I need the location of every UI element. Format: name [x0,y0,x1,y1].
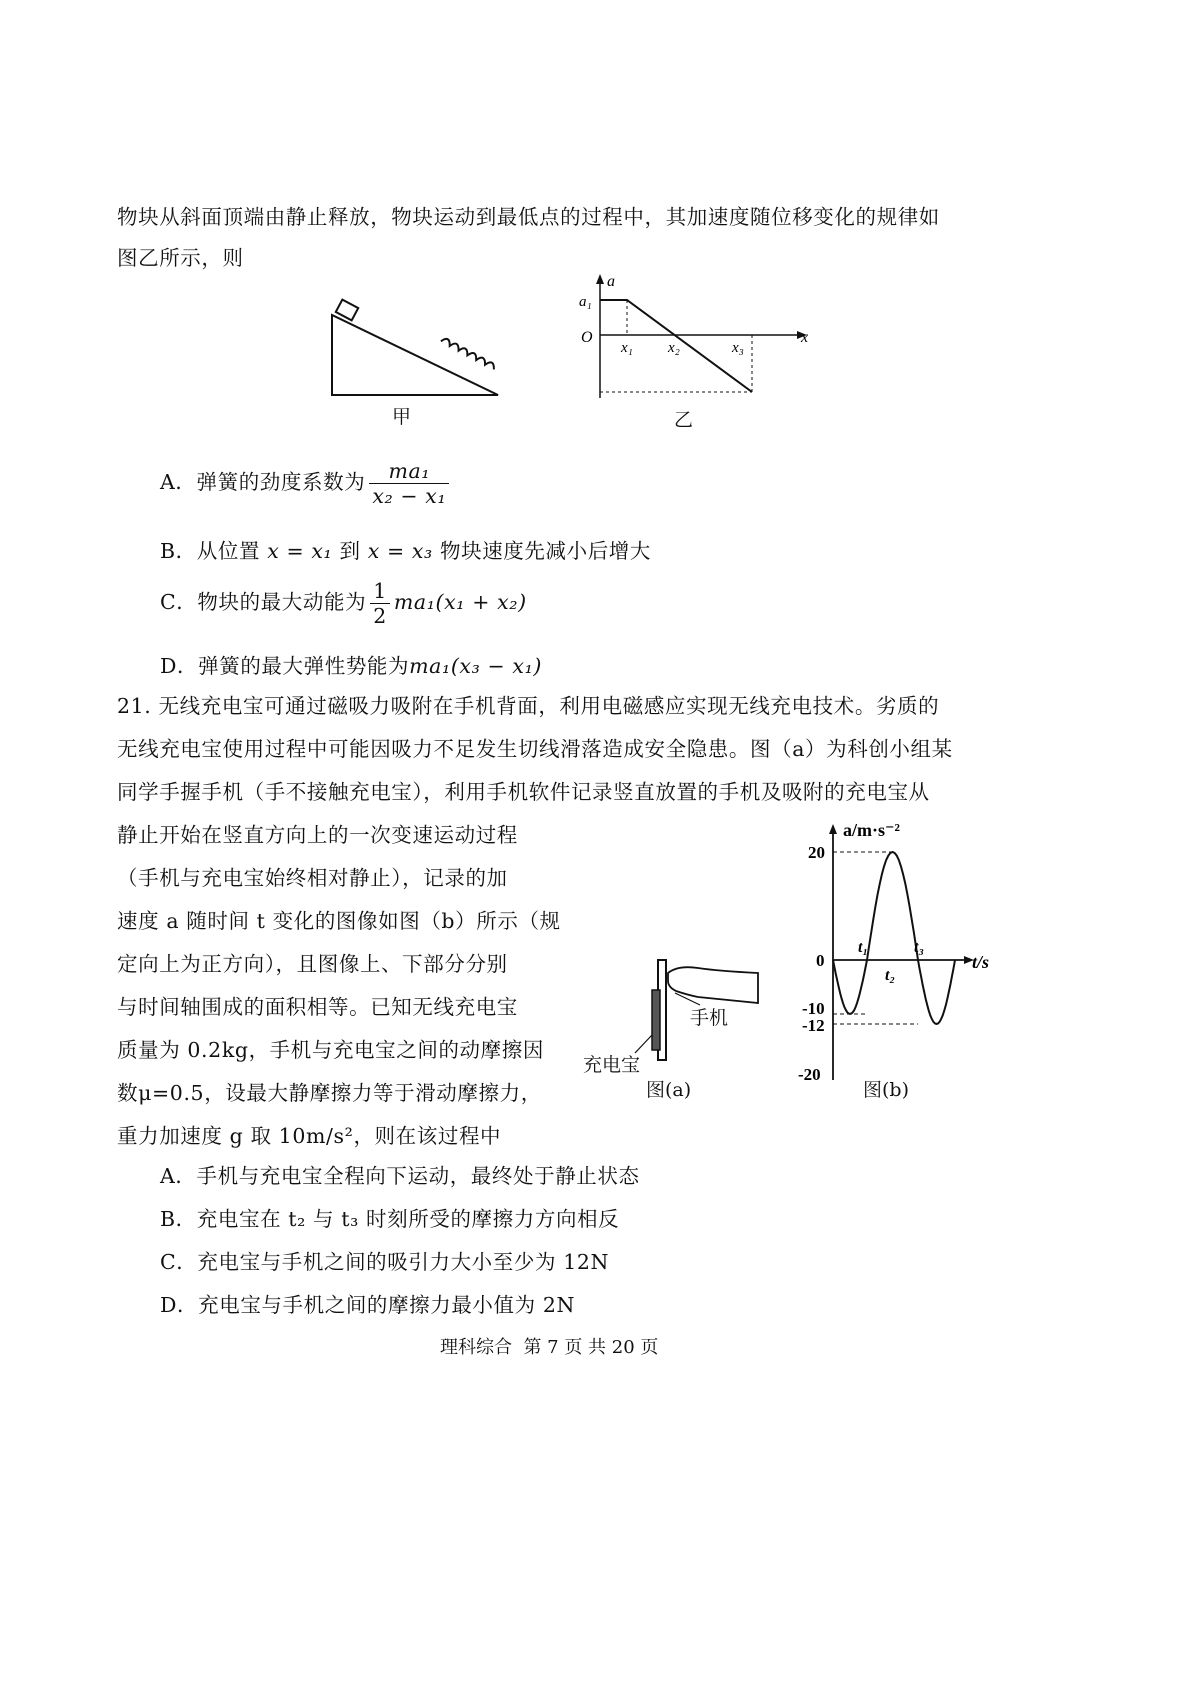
option-20b-prefix: B．从位置 [160,539,261,563]
option-21a: A．手机与充电宝全程向下运动，最终处于静止状态 [160,1164,640,1188]
q21-line-7: 定向上为正方向），且图像上、下部分分别 [117,952,508,976]
option-20c-denominator: 2 [373,604,387,628]
phone-label: 手机 [690,1007,729,1029]
t1-label: t₁ [858,939,869,956]
option-20b-expr2: x = x₃ [367,539,433,563]
option-20b-expr1: x = x₁ [267,539,333,563]
q21-line-1: 21. 无线充电宝可通过磁吸力吸附在手机背面，利用电磁感应实现无线充电技术。劣质的 [117,694,940,718]
option-21d: D．充电宝与手机之间的摩擦力最小值为 2N [160,1293,576,1317]
block [336,300,358,321]
q21-line-4: 静止开始在竖直方向上的一次变速运动过程 [117,823,518,847]
option-20a [160,456,453,508]
a-axis-arrow [829,824,837,834]
q21-line-10: 数μ=0.5，设最大静摩擦力等于滑动摩擦力， [117,1081,542,1105]
q21-line-11: 重力加速度 g 取 10m/s²，则在该过程中 [117,1124,502,1148]
option-20c-expr: ma₁(x₁ + x₂) [393,590,527,614]
figure-a-caption: 图(a) [646,1079,692,1101]
t-axis-label: t/s [972,952,990,972]
option-20d-expr: ma₁(x₃ − x₁) [409,654,542,678]
option-20a-denominator: x₂ − x₁ [372,484,447,508]
incline-figure [320,295,550,430]
x2-label: x₂ [668,340,680,356]
a-axis-label: a [607,273,615,290]
a-x-graph [565,270,825,410]
t3-label: t₃ [914,939,925,956]
q21-line-3: 同学手握手机（手不接触充电宝），利用手机软件记录竖直放置的手机及吸附的充电宝从 [117,780,930,804]
intro-line-2: 图乙所示，则 [117,246,244,270]
q21-line-2: 无线充电宝使用过程中可能因吸力不足发生切线滑落造成安全隐患。图（a）为科创小组某 [117,737,953,761]
q21-line-9: 质量为 0.2kg，手机与充电宝之间的动摩擦因 [117,1038,544,1062]
figure-b-caption: 图(b) [863,1079,909,1101]
incline-body [332,315,498,395]
tick-minus-20: -20 [798,1065,821,1084]
origin-label: O [581,329,593,346]
q21-line-6: 速度 a 随时间 t 变化的图像如图（b）所示（规 [117,909,561,933]
option-20b-suffix: 物块速度先减小后增大 [440,539,651,563]
option-20b-mid: 到 [339,539,361,563]
option-20a-text: A．弹簧的劲度系数为 [160,470,366,494]
hand-shape [668,967,758,1003]
q21-line-8: 与时间轴围成的面积相等。已知无线充电宝 [117,995,518,1019]
phone-hand-figure [580,955,780,1065]
a-t-graph [790,818,1030,1088]
power-bank-label: 充电宝 [583,1054,641,1076]
option-20c-fraction [370,579,390,628]
q21-line-5: （手机与充电宝始终相对静止），记录的加 [117,866,508,890]
tick-0: 0 [816,951,825,970]
a1-label: a₁ [579,294,592,310]
option-21b: B．充电宝在 t₂ 与 t₃ 时刻所受的摩擦力方向相反 [160,1207,620,1231]
option-20d-prefix: D．弹簧的最大弹性势能为 [160,654,410,678]
option-20c-numerator: 1 [370,579,390,604]
page-footer: 理科综合 第 7 页 共 20 页 [440,1337,659,1358]
option-21c: C．充电宝与手机之间的吸引力大小至少为 12N [160,1250,610,1274]
power-bank-body [652,990,660,1050]
intro-line-1: 物块从斜面顶端由静止释放，物块运动到最低点的过程中，其加速度随位移变化的规律如 [117,205,940,229]
a-axis-arrow [596,274,604,284]
tick-minus-12: -12 [802,1016,825,1035]
option-20a-fraction [369,459,449,508]
spring [441,337,496,370]
option-20c-prefix: C．物块的最大动能为 [160,590,367,614]
x3-label: x₃ [732,340,744,356]
x-axis-label: x [801,329,809,346]
tick-minus-10: -10 [802,999,825,1018]
x1-label: x₁ [621,340,633,356]
tick-20: 20 [808,843,825,862]
a-t-curve [833,852,955,1024]
option-20b [160,538,651,564]
option-20a-numerator: ma₁ [369,459,449,484]
t2-label: t₂ [885,967,896,984]
figure-jia-caption: 甲 [392,406,412,428]
figure-yi-caption: 乙 [674,409,694,431]
option-20d [160,653,542,679]
option-20c [160,576,527,628]
a-axis-label: a/m·s⁻² [843,820,900,840]
